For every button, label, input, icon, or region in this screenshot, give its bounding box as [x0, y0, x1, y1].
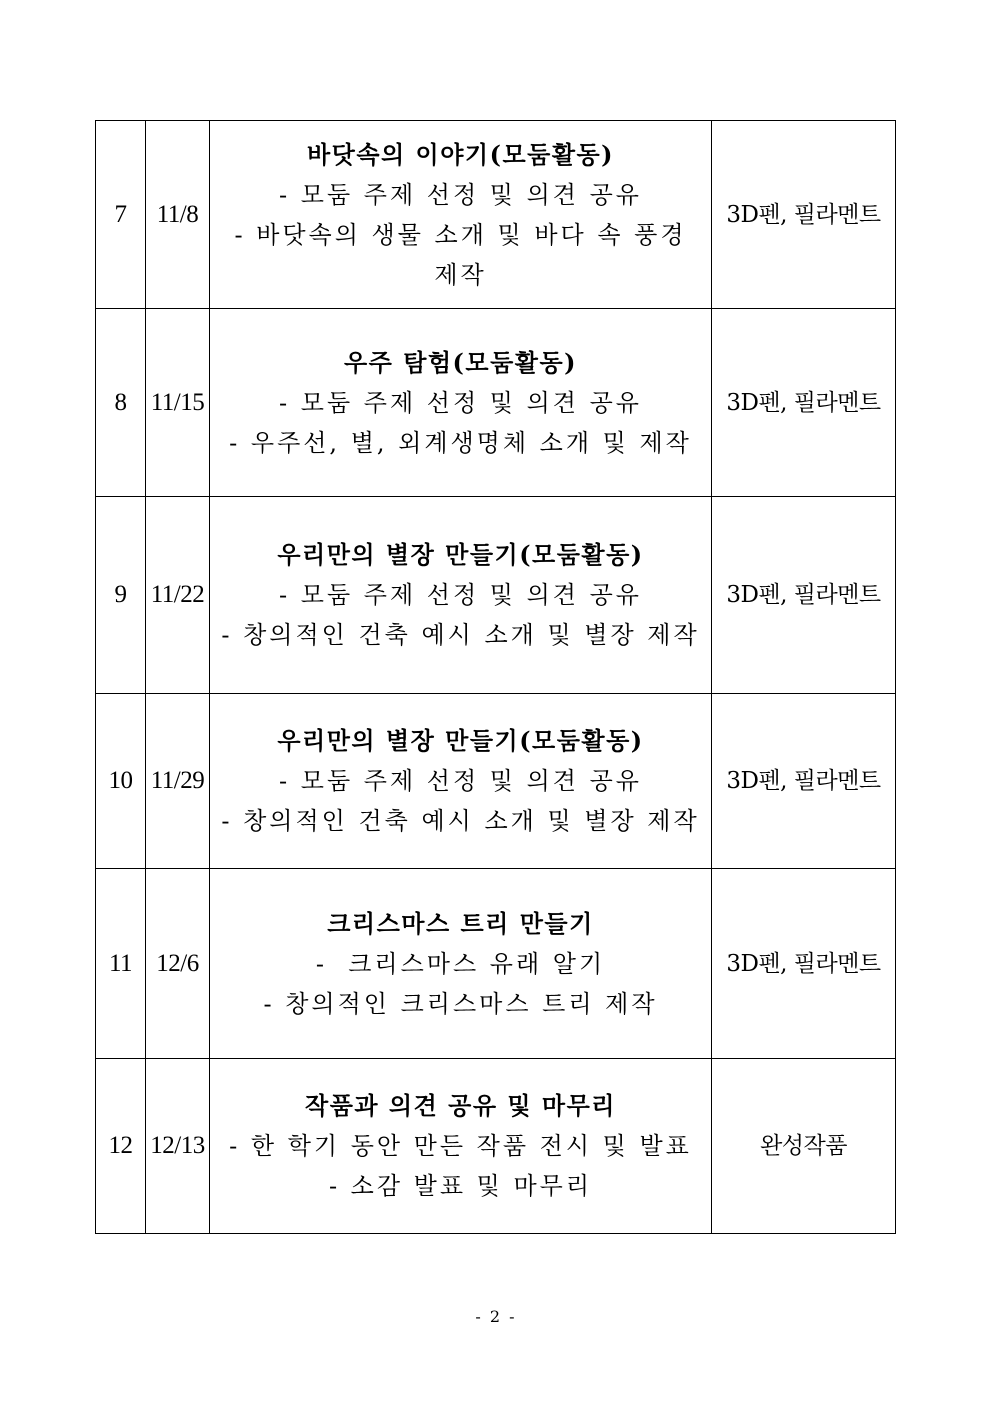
session-title: 작품과 의견 공유 및 마무리 [305, 1091, 616, 1120]
session-detail-line: 제작 [434, 260, 487, 289]
session-materials: 3D펜, 필라멘트 [712, 309, 896, 497]
session-number: 9 [96, 497, 146, 694]
session-detail-line: - 모둠 주제 선정 및 의견 공유 [279, 581, 642, 609]
session-date: 11/29 [146, 694, 210, 869]
session-date: 12/6 [146, 869, 210, 1059]
page-number: - 2 - [475, 1307, 517, 1326]
session-detail-line: - 우주선, 별, 외계생명체 소개 및 제작 [229, 428, 692, 457]
session-materials: 3D펜, 필라멘트 [712, 121, 896, 309]
session-number: 12 [96, 1059, 146, 1234]
session-content [210, 694, 712, 869]
session-title: 우리만의 별장 만들기(모둠활동) [277, 726, 644, 755]
session-date: 11/22 [146, 497, 210, 694]
session-number: 11 [96, 869, 146, 1059]
session-title: 우주 탐험(모둠활동) [343, 347, 578, 377]
session-detail-line: - 크리스마스 유래 알기 [315, 949, 606, 978]
session-detail-line: - 창의적인 건축 예시 소개 및 별장 제작 [221, 807, 700, 835]
schedule-row-12 [96, 1059, 896, 1234]
session-detail-line: - 한 학기 동안 만든 작품 전시 및 발표 [229, 1132, 692, 1160]
schedule-table [95, 120, 896, 1234]
session-number: 10 [96, 694, 146, 869]
session-date: 11/8 [146, 121, 210, 309]
session-detail-line: - 모둠 주제 선정 및 의견 공유 [279, 180, 642, 209]
schedule-row-8 [96, 309, 896, 497]
schedule-row-11 [96, 869, 896, 1059]
session-date: 12/13 [146, 1059, 210, 1234]
session-detail-line: - 창의적인 크리스마스 트리 제작 [263, 989, 658, 1018]
session-detail-line: - 바닷속의 생물 소개 및 바다 속 풍경 [234, 220, 687, 249]
schedule-row-9 [96, 497, 896, 694]
session-content [210, 1059, 712, 1234]
session-content [210, 121, 712, 309]
session-detail-line: - 소감 발표 및 마무리 [328, 1172, 593, 1200]
session-content [210, 869, 712, 1059]
session-materials: 3D펜, 필라멘트 [712, 694, 896, 869]
session-date: 11/15 [146, 309, 210, 497]
session-content [210, 309, 712, 497]
session-number: 7 [96, 121, 146, 309]
schedule-row-7 [96, 121, 896, 309]
session-materials: 3D펜, 필라멘트 [712, 497, 896, 694]
session-detail-line: - 모둠 주제 선정 및 의견 공유 [279, 767, 642, 795]
session-content [210, 497, 712, 694]
session-title: 크리스마스 트리 만들기 [327, 908, 594, 938]
session-title: 우리만의 별장 만들기(모둠활동) [277, 540, 644, 569]
session-detail-line: - 창의적인 건축 예시 소개 및 별장 제작 [221, 621, 700, 649]
session-title: 바닷속의 이야기(모둠활동) [306, 139, 615, 169]
session-detail-line: - 모둠 주제 선정 및 의견 공유 [279, 388, 642, 417]
session-materials: 3D펜, 필라멘트 [712, 869, 896, 1059]
session-number: 8 [96, 309, 146, 497]
session-materials: 완성작품 [712, 1059, 896, 1234]
schedule-row-10 [96, 694, 896, 869]
